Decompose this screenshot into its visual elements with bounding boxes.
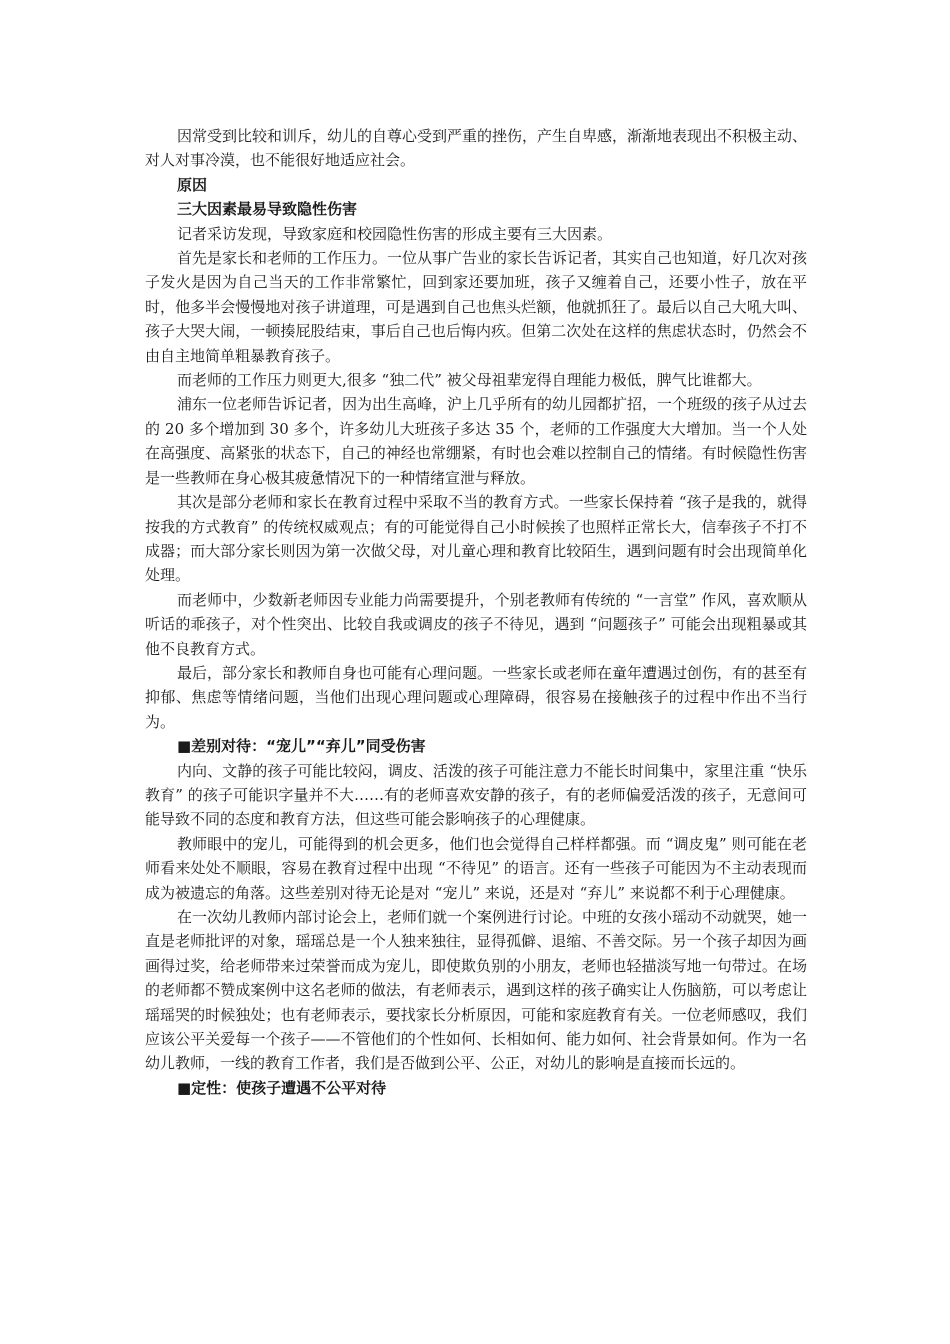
paragraph: 内向、文静的孩子可能比较闷，调皮、活泼的孩子可能注意力不能长时间集中，家里注重 “快乐教育” 的孩子可能识字量并不大……有的老师喜欢安静的孩子，有的老师偏爱活泼的孩子，无意间可能导致不同的态度和教育方法，但这些可能会影响孩子的心理健康。 [145, 761, 807, 829]
paragraph: 首先是家长和老师的工作压力。一位从事广告业的家长告诉记者，其实自己也知道，好几次对孩子发火是因为自己当天的工作非常繁忙，回到家还要加班，孩子又缠着自己，还要小性子，放在平时，他多半会慢慢地对孩子讲道理，可是遇到自己也焦头烂额，他就抓狂了。最后以自己大吼大叫、孩子大哭大闹，一顿揍屁股结束，事后自己也后悔内疚。但第二次处在这样的焦虑状态时，仍然会不由自主地简单粗暴教育孩子。 [145, 249, 808, 365]
paragraph: 因常受到比较和训斥，幼儿的自尊心受到严重的挫伤，产生自卑感，渐渐地表现出不积极主动、对人对事冷漠，也不能很好地适应社会。 [145, 127, 808, 170]
paragraph: 其次是部分老师和家长在教育过程中采取不当的教育方式。一些家长保持着 “孩子是我的，就得按我的方式教育” 的传统权威观点；有的可能觉得自己小时候挨了也照样正常长大，信奉孩子不打不成器；而大部分家长则因为第一次做父母，对儿童心理和教育比较陌生，遇到问题有时会出现简单化处理。 [145, 493, 807, 585]
paragraph: 教师眼中的宠儿，可能得到的机会更多，他们也会觉得自己样样都强。而 “调皮鬼” 则可能在老师看来处处不顺眼，容易在教育过程中出现 “不待见” 的语言。还有一些孩子可能因为不主动表现而成为被遗忘的角落。这些差别对待无论是对 “宠儿” 来说，还是对 “弃儿” 来说都不利于心理健康。 [145, 834, 807, 902]
paragraph: 浦东一位老师告诉记者，因为出生高峰，沪上几乎所有的幼儿园都扩招，一个班级的孩子从过去的 20 多个增加到 30 多个，许多幼儿大班孩子多达 35 个，老师的工作强度大大增加。当一个人处在高强度、高紧张的状态下，自己的神经也常绷紧，有时也会难以控制自己的情绪。有时候隐性伤害是一些教师在身心极其疲惫情况下的一种情绪宣泄与释放。 [145, 395, 808, 487]
paragraph: 记者采访发现，导致家庭和校园隐性伤害的形成主要有三大因素。 [177, 224, 613, 243]
paragraph: 最后，部分家长和教师自身也可能有心理问题。一些家长或老师在童年遭遇过创伤，有的甚至有抑郁、焦虑等情绪问题，当他们出现心理问题或心理障碍，很容易在接触孩子的过程中作出不当行为。 [145, 663, 808, 731]
section-heading: ■定性：使孩子遭遇不公平对待 [177, 1078, 387, 1097]
section-heading: 原因 [177, 175, 208, 194]
section-heading: ■差别对待：“宠儿”“弃儿”同受伤害 [177, 737, 426, 756]
paragraph: 而老师的工作压力则更大,很多 “独二代” 被父母祖辈宠得自理能力极低，脾气比谁都大。 [177, 371, 762, 390]
section-subheading: 三大因素最易导致隐性伤害 [177, 200, 358, 219]
paragraph: 在一次幼儿教师内部讨论会上，老师们就一个案例进行讨论。中班的女孩小瑶动不动就哭，她一直是老师批评的对象，瑶瑶总是一个人独来独往，显得孤僻、退缩、不善交际。另一个孩子却因为画画得过奖，给老师带来过荣誉而成为宠儿，即使欺负别的小朋友，老师也轻描淡写地一句带过。在场的老师都不赞成案例中这名老师的做法，有老师表示，遇到这样的孩子确实让人伤脑筋，可以考虑让瑶瑶哭的时候独处；也有老师表示，要找家长分析原因，可能和家庭教育有关。一位老师感叹，我们应该公平关爱每一个孩子——不管他们的个性如何、长相如何、能力如何、社会背景如何。作为一名幼儿教师，一线的教育工作者，我们是否做到公平、公正，对幼儿的影响是直接而长远的。 [145, 908, 808, 1073]
article-body [145, 124, 807, 1100]
paragraph: 而老师中，少数新老师因专业能力尚需要提升，个别老教师有传统的 “一言堂” 作风，喜欢顺从听话的乖孩子，对个性突出、比较自我或调皮的孩子不待见，遇到 “问题孩子” 可能会出现粗暴或其他不良教育方式。 [145, 590, 807, 658]
